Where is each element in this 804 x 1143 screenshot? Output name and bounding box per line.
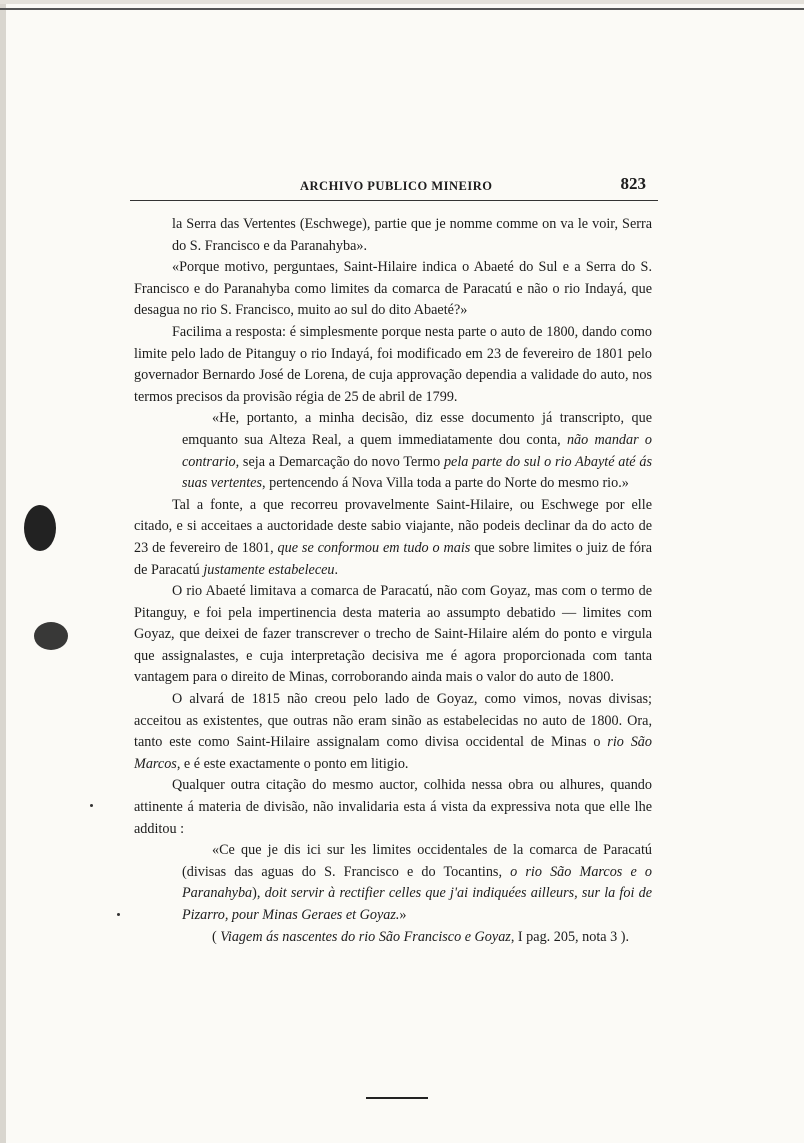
text-run: «Porque motivo, perguntaes, Saint-Hilaire indica o Abaeté do Sul e a Serra do S. Francisco e do Paranahyba como limites da comarca de Paracatú e não o rio Indayá, que desagua no rio S. Francisco, muito ao sul do dito Abaeté?» <box>134 259 652 319</box>
paragraph <box>134 322 652 408</box>
text-run: O rio Abaeté limitava a comarca de Paracatú, não com Goyaz, mas com o termo de Pitanguy, e foi pela impertinencia desta materia ao assumpto debatido — limites com Goyaz, que deixei de fazer transcrever o trecho de Saint-Hilaire além do ponto e virgula que assignalastes, e cuja interpretação decisiva me é agora proporcionada com tanta vantagem para o direito de Minas, corroborando ainda mais o valor do auto de 1800. <box>134 583 652 686</box>
page-left-edge-shadow <box>0 0 6 1143</box>
top-border-rule <box>0 8 804 10</box>
text-run: que sobre limites o juiz de fóra de Paracatú <box>134 539 652 578</box>
citation <box>134 927 652 949</box>
italic-run: rio São Marcos <box>134 734 652 772</box>
text-run: la Serra das Vertentes (Eschwege), partie que je nomme comme on va le voir, Serra do S. Francisco e da Paranahyba». <box>172 216 652 254</box>
italic-run: não mandar o contrario <box>182 431 652 470</box>
ink-speck <box>90 804 93 807</box>
text-run: . <box>334 561 339 578</box>
text-run: «Ce que je dis ici sur les limites occidentales de la comarca de Paracatú (divisas das aguas do S. Francisco e do Tocantins, <box>182 842 652 880</box>
text-run: O alvará de 1815 não creou pelo lado de Goyaz, como vimos, novas divisas; acceitou as existentes, que outras não eram sinão as estabelecidas no auto de 1800. Ora, tanto este como Saint-Hilaire assignalam como divisa occidental de Minas o <box>134 691 652 751</box>
text-run: «He, portanto, a minha decisão, diz esse documento já transcripto, que emquanto sua Alteza Real, a quem immediatamente dou conta, <box>182 410 652 448</box>
italic-run: pela parte do sul o rio Abayté até ás suas vertentes <box>182 453 652 492</box>
page-header <box>130 176 658 201</box>
text-run: Qualquer outra citação do mesmo auctor, colhida nessa obra ou alhures, quando attinente á materia de divisão, não invalidaria esta á vista da expressiva nota que elle lhe additou : <box>134 777 652 837</box>
paragraph <box>134 214 652 257</box>
text-run: , e é este exactamente o ponto em litigio. <box>176 755 409 772</box>
ink-blot <box>34 622 68 650</box>
page-top-edge-shadow <box>0 0 804 4</box>
text-run: Facilima a resposta: é simplesmente porque nesta parte o auto de 1800, dando como limite pelo lado de Pitanguy o rio Indayá, foi modificado em 23 de fevereiro de 1801 pelo governador Bernardo José de Lorena, de cuja approvação dependia a validade do auto, nos termos precisos da provisão régia de 25 de abril de 1799. <box>134 323 652 405</box>
italic-run: o rio São Marcos e o Paranahyba <box>182 863 652 902</box>
text-run: » <box>399 907 407 923</box>
text-run: Tal a fonte, a que recorreu provavelmente Saint-Hilaire, ou Eschwege por elle citado, e si acceitaes a auctoridade deste sabio viajante, não podeis declinar da do acto de 23 de fevereiro de 1801, <box>134 496 652 556</box>
running-title: ARCHIVO PUBLICO MINEIRO <box>300 179 493 193</box>
block-quote <box>134 840 652 926</box>
text-run: ( <box>212 928 221 945</box>
block-quote <box>134 408 652 494</box>
text-run: , seja a Demarcação do novo Termo <box>235 453 444 470</box>
text-run: , I pag. 205, nota 3 ). <box>510 928 630 945</box>
italic-run: doit servir à rectifier celles que j'ai indiquées ailleurs, sur la foi de Pizarro, pour Minas Geraes et Goyaz. <box>182 885 652 923</box>
text-run: , pertencendo á Nova Villa toda a parte do Norte do mesmo rio.» <box>262 475 629 492</box>
text-run: ), <box>252 885 265 902</box>
paragraph <box>134 581 652 689</box>
italic-run: Viagem ás nascentes do rio São Francisco e Goyaz <box>220 928 511 945</box>
paragraph <box>134 689 652 775</box>
page-number: 823 <box>620 174 646 193</box>
ink-blot <box>24 505 56 551</box>
paragraph <box>134 775 652 840</box>
page-body <box>134 214 652 948</box>
end-rule <box>366 1097 428 1099</box>
paragraph <box>134 495 652 581</box>
ink-speck <box>117 913 120 916</box>
paragraph <box>134 257 652 322</box>
italic-run: que se conformou em tudo o mais <box>277 539 471 556</box>
italic-run: justamente estabeleceu <box>203 561 335 578</box>
